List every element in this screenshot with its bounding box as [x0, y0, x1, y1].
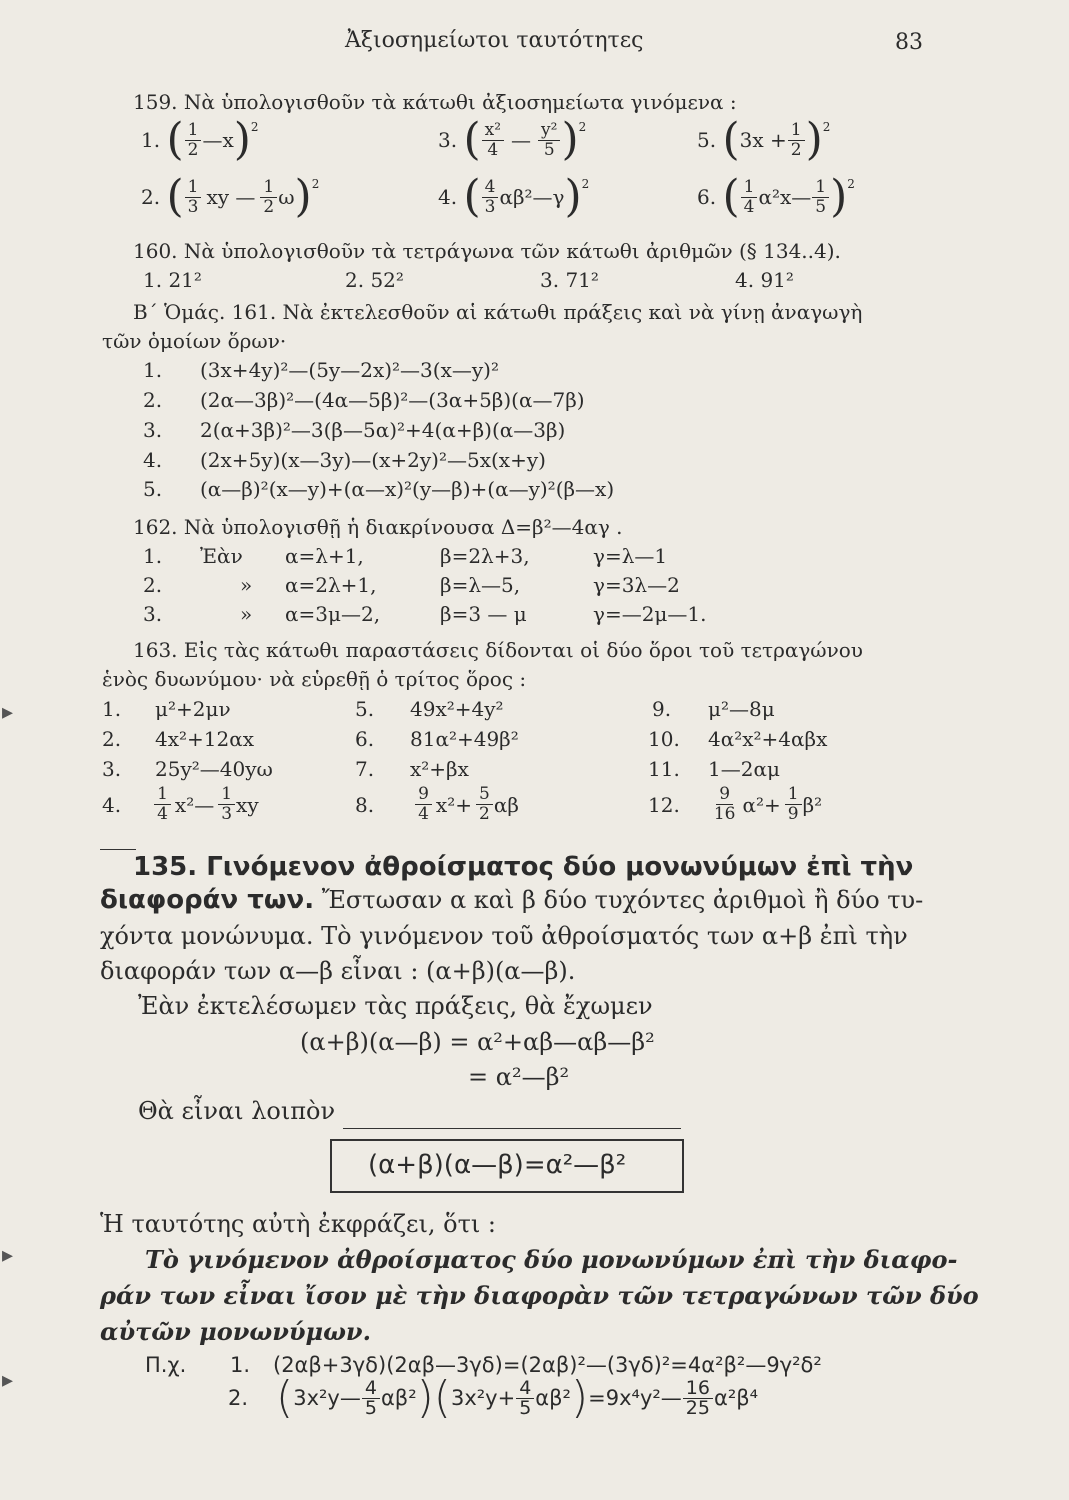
ex161-item: (3x+4y)²—(5y—2x)²—3(x—y)² — [200, 358, 499, 382]
exercise-161-title: Β΄ Ὁμάς. 161. Νὰ ἐκτελεσθοῦν αἱ κάτωθι πράξεις καὶ νὰ γίνῃ ἀναγωγὴ — [133, 300, 863, 324]
running-title: Ἀξιοσημείωτοι ταυτότητες — [345, 28, 644, 53]
ex159-item-6: 6. ( $\frac{1}{4}$ α²x— $\frac{1}{5}$ ) 2 — [697, 171, 855, 222]
ex163-item-4: 4. $\frac{1}{4}$ x²— $\frac{1}{3}$ xy — [102, 784, 259, 824]
ex161-item: (2α—3β)²—(4α—5β)²—(3α+5β)(α—7β) — [200, 388, 585, 412]
equation-2: = α²—β² — [468, 1063, 570, 1091]
rule-line-1: Τὸ γινόμενον ἀθροίσματος δύο μονωνύμων ἐπὶ τὴν διαφο- — [145, 1245, 958, 1274]
boxed-identity: (α+β)(α—β)=α²—β² — [368, 1150, 627, 1180]
section-135-line-2: διαφοράν των. Ἔστωσαν α καὶ β δύο τυχόντες ἀριθμοὶ ἢ δύο τυ- — [100, 885, 924, 915]
ex163-item-12: 12. $\frac{9}{16}$ α²+ $\frac{1}{9}$ β² — [648, 784, 823, 824]
ex163-item-8: 8. $\frac{9}{4}$ x²+ $\frac{5}{2}$ αβ — [355, 784, 519, 824]
exercise-161-title-cont: τῶν ὁμοίων ὅρων· — [102, 329, 287, 353]
equation-1: (α+β)(α—β) = α²+αβ—αβ—β² — [300, 1028, 655, 1056]
rule-line-2: ράν των εἶναι ἴσον μὲ τὴν διαφορὰν τῶν τετραγώνων τῶν δύο — [100, 1281, 979, 1310]
page-number: 83 — [895, 30, 923, 55]
ex161-item: 2(α+3β)²—3(β—5α)²+4(α+β)(α—3β) — [200, 418, 566, 442]
margin-mark: ▸ — [2, 1243, 14, 1268]
ex160-item: 3. 71² — [540, 268, 599, 292]
box-top-rule — [343, 1128, 681, 1129]
fraction: $\frac{1}{2}$ — [185, 121, 202, 160]
section-135-line-3: χόντα μονώνυμα. Τὸ γινόμενον τοῦ ἀθροίσματός των α+β ἐπὶ τὴν — [100, 922, 908, 950]
margin-mark: ▸ — [2, 700, 14, 725]
example-label: Π.χ. — [145, 1353, 187, 1377]
ex159-item-3: 3. ( $\frac{\text{x²}}{4}$ — $\frac{\text{y²}}{5}$ ) 2 — [438, 114, 587, 165]
ex159-item-5: 5. ( 3x + $\frac{1}{2}$ ) 2 — [697, 114, 831, 165]
identity-line: Ἡ ταυτότης αὐτὴ ἐκφράζει, ὅτι : — [100, 1210, 497, 1238]
exercise-163-title-cont: ἑνὸς δυωνύμου· νὰ εὑρεθῇ ὁ τρίτος ὅρος : — [102, 667, 527, 691]
ex159-item-1: 1. ( $\frac{1}{2}$ —x ) 2 — [141, 114, 259, 165]
margin-mark: ▸ — [2, 1368, 14, 1393]
ex161-item: (α—β)²(x—y)+(α—x)²(y—β)+(α—y)²(β—x) — [200, 477, 615, 501]
exercise-160-title: 160. Νὰ ὑπολογισθοῦν τὰ τετράγωνα τῶν κάτωθι ἀριθμῶν (§ 134..4). — [133, 239, 841, 263]
example-1: (2αβ+3γδ)(2αβ—3γδ)=(2αβ)²—(3γδ)²=4α²β²—9γ²δ² — [273, 1353, 822, 1377]
exercise-162-title: 162. Νὰ ὑπολογισθῇ ἡ διακρίνουσα Δ=β²—4αγ . — [133, 515, 623, 539]
rule-line-3: αὐτῶν μονωνύμων. — [100, 1317, 371, 1346]
ex160-item: 2. 52² — [345, 268, 404, 292]
section-135-line-5: Ἐὰν ἐκτελέσωμεν τὰς πράξεις, θὰ ἔχωμεν — [138, 992, 653, 1020]
exercise-163-title: 163. Εἰς τὰς κάτωθι παραστάσεις δίδονται οἱ δύο ὅροι τοῦ τετραγώνου — [133, 638, 863, 662]
section-135-line-4: διαφοράν των α—β εἶναι : (α+β)(α—β). — [100, 957, 576, 985]
ex159-item-2: 2. ( $\frac{1}{3}$ xy — $\frac{1}{2}$ ω ) 2 — [141, 171, 320, 222]
example-2: 2. ( 3x²y— $\frac{4}{5}$ αβ² ) ( 3x²y+ $\frac{4}{5}$ αβ² ) =9x⁴y²— $\frac{16}{25}$ α²β⁴ — [228, 1372, 759, 1423]
ex160-item: 1. 21² — [143, 268, 202, 292]
ex161-item: (2x+5y)(x—3y)—(x+2y)²—5x(x+y) — [200, 448, 546, 472]
ex159-item-4: 4. ( $\frac{4}{3}$ αβ²—γ ) 2 — [438, 171, 590, 222]
ex160-item: 4. 91² — [735, 268, 794, 292]
exercise-159-title: 159. Νὰ ὑπολογισθοῦν τὰ κάτωθι ἀξιοσημείωτα γινόμενα : — [133, 90, 737, 114]
therefore-line: Θὰ εἶναι λοιπὸν — [138, 1097, 336, 1125]
textbook-page: Ἀξιοσημείωτοι ταυτότητες 83 159. Νὰ ὑπολογισθοῦν τὰ κάτωθι ἀξιοσημείωτα γινόμενα : 1. ( $\frac{1}{2}$ —x ) 2 3. ( $\frac{\text{x²}}{4}$ — $\frac{\text{y²}}{5}$ ) 2 5. ( 3x + $\frac{1}{2}$ ) 2 2. ( $\frac{1}{3}$ xy — $\frac{1}{2}$ ω ) 2 4. ( $\frac{4}{3}$ αβ²—γ ) 2 6. ( $\frac{1}{4}$ α²x— $\frac{1}{5}$ ) 2 160. Νὰ ὑπολογισθοῦν τὰ τετράγωνα τῶν κάτωθι ἀριθμῶν (§ 134..4). 1. 21² 2. 52² 3. 71² 4. 91² Β΄ Ὁμάς. 161. Νὰ ἐκτελεσθοῦν αἱ κάτωθι πράξεις καὶ νὰ γίνῃ ἀναγωγὴ τῶν ὁμοίων ὅρων· 1. (3x+4y)²—(5y—2x)²—3(x—y)² 2. (2α—3β)²—(4α—5β)²—(3α+5β)(α—7β) 3. 2(α+3β)²—3(β—5α)²+4(α+β)(α—3β) 4. (2x+5y)(x—3y)—(x+2y)²—5x(x+y) 5. (α—β)²(x—y)+(α—x)²(y—β)+(α—y)²(β—x) 162. Νὰ ὑπολογισθῇ ἡ διακρίνουσα Δ=β²—4αγ . 1. Ἐὰν α=λ+1, β=2λ+3, γ=λ—1 2. » α=2λ+1, β=λ—5, γ=3λ—2 3. » α=3μ—2, β=3 — μ γ=—2μ—1. 163. Εἰς τὰς κάτωθι παραστάσεις δίδονται οἱ δύο ὅροι τοῦ τετραγώνου ἑνὸς δυωνύμου· νὰ εὑρεθῇ ὁ τρίτος ὅρος : 1. μ²+2μν 2. 4x²+12αx 3. 25y²—40yω 5. 49x²+4y² 6. 81α²+49β² 7. x²+βx 9. μ²—8μ 10. 4α²x²+4αβx 11. 1—2αμ 4. $\frac{1}{4}$ x²— $\frac{1}{3}$ xy 8. $\frac{9}{4}$ x²+ $\frac{5}{2}$ αβ 12. $\frac{9}{16}$ α²+ $\frac{1}{9}$ β² 135. Γινόμενον ἀθροίσματος δύο μονωνύμων ἐπὶ τὴν διαφοράν των. Ἔστωσαν α καὶ β δύο τυχόντες ἀριθμοὶ ἢ δύο τυ- χόντα μονώνυμα. Τὸ γινόμενον τοῦ ἀθροίσματός των α+β ἐπὶ τὴν διαφοράν των α—β εἶναι : (α+β)(α—β). Ἐὰν ἐκτελέσωμεν τὰς πράξεις, θὰ ἔχωμεν (α+β)(α—β) = α²+αβ—αβ—β² = α²—β² Θὰ εἶναι λοιπὸν (α+β)(α—β)=α²—β² Ἡ ταυτότης αὐτὴ ἐκφράζει, ὅτι : Τὸ γινόμενον ἀθροίσματος δύο μονωνύμων ἐπὶ τὴν διαφο- ράν των εἶναι ἴσον μὲ τὴν διαφορὰν τῶν τετραγώνων τῶν δύο αὐτῶν μονωνύμων. Π.χ. 1. (2αβ+3γδ)(2αβ—3γδ)=(2αβ)²—(3γδ)²=4α²β²—9γ²δ² 2. ( 3x²y— $\frac{4}{5}$ αβ² ) ( 3x²y+ $\frac{4}{5}$ αβ² ) =9x⁴y²— $\frac{16}{25}$ α²β⁴ ▸ ▸ ▸ — [2, 28, 979, 1423]
section-rule — [100, 849, 136, 850]
section-135-heading: 135. Γινόμενον ἀθροίσματος δύο μονωνύμων ἐπὶ τὴν — [133, 852, 914, 882]
